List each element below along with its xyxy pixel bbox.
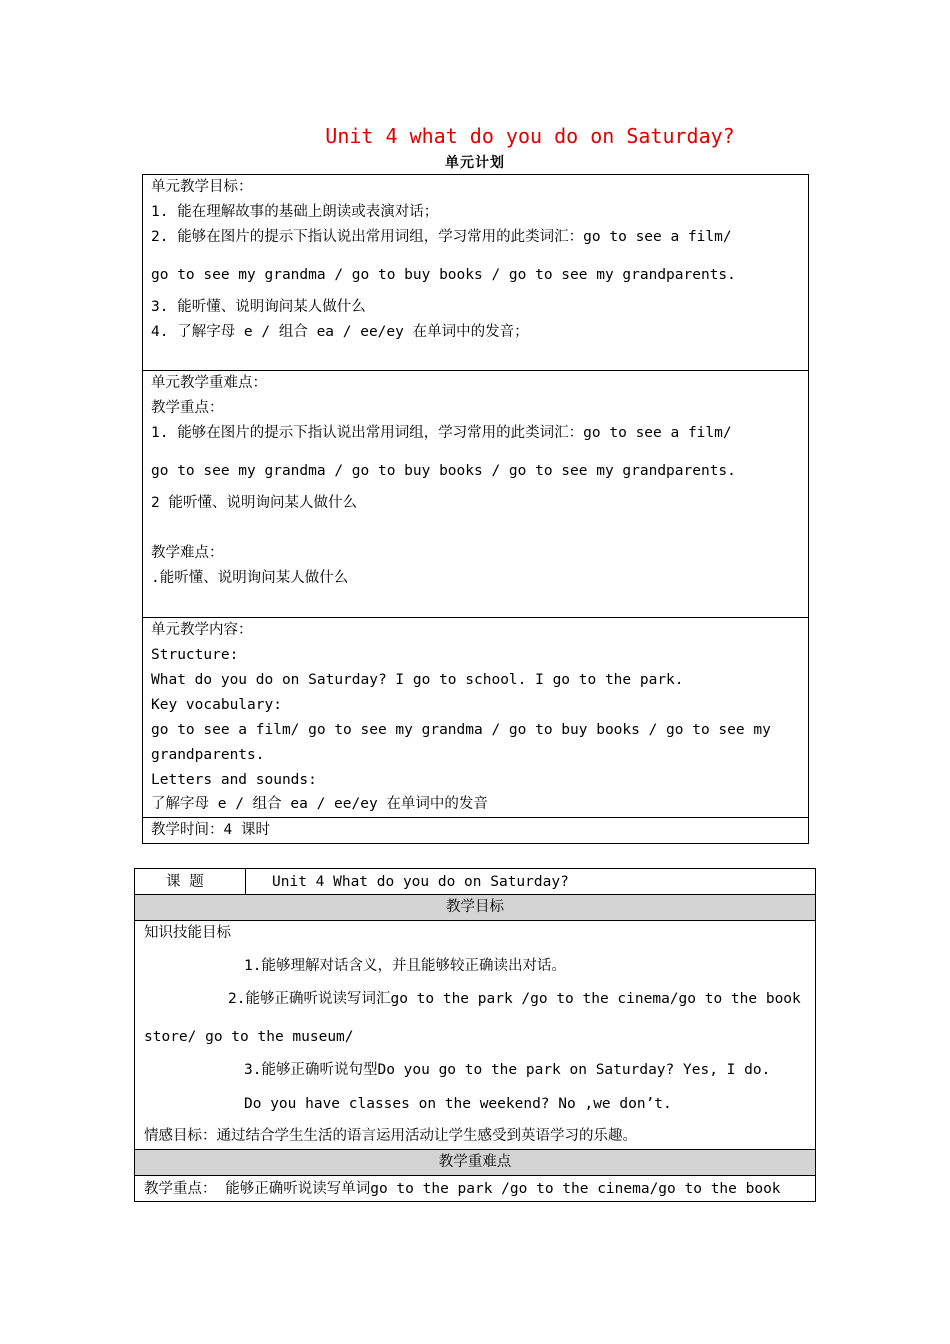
difficulty-line: .能听懂、说明询问某人做什么 xyxy=(151,570,349,586)
content-line: Letters and sounds: xyxy=(151,772,317,788)
key-point: 教学重点： 能够正确听说读写单词go to the park /go to the cinema/go to the book xyxy=(144,1181,781,1197)
content-heading: 单元教学内容： xyxy=(151,622,253,638)
row-divider xyxy=(142,617,809,618)
objectives-header xyxy=(135,895,815,920)
goal-line: go to see my grandma / go to buy books / go to see my grandparents. xyxy=(151,267,736,283)
goal-line: 3. 能听懂、说明询问某人做什么 xyxy=(151,299,366,315)
row-divider xyxy=(134,920,816,921)
row-divider xyxy=(142,817,809,818)
content-line: grandparents. xyxy=(151,747,265,763)
goal-line: 2. 能够在图片的提示下指认说出常用词组，学习常用的此类词汇：go to see a film/ xyxy=(151,229,732,245)
topic-label: 课 题 xyxy=(166,874,204,890)
key-points-heading: 单元教学重难点： xyxy=(151,375,267,391)
topic-value: Unit 4 What do you do on Saturday? xyxy=(272,874,569,890)
objective-line: store/ go to the museum/ xyxy=(144,1029,354,1045)
objective-line: Do you have classes on the weekend? No ,we don’t. xyxy=(244,1096,672,1112)
column-divider xyxy=(245,868,246,895)
objective-line: 3.能够正确听说句型Do you go to the park on Saturday? Yes, I do. xyxy=(244,1062,771,1078)
objective-line: 2.能够正确听说读写词汇go to the park /go to the cinema/go to the book xyxy=(228,991,801,1007)
key-point-line: 1. 能够在图片的提示下指认说出常用词组，学习常用的此类词汇：go to see a film/ xyxy=(151,425,732,441)
key-header-label: 教学重难点 xyxy=(438,1154,512,1170)
key-point-line: go to see my grandma / go to buy books / go to see my grandparents. xyxy=(151,463,736,479)
unit-plan-subtitle: 单元计划 xyxy=(445,155,505,171)
content-line: What do you do on Saturday? I go to school. I go to the park. xyxy=(151,672,684,688)
content-line: Key vocabulary: xyxy=(151,697,282,713)
key-point-line: 2 能听懂、说明询问某人做什么 xyxy=(151,495,357,511)
key-header xyxy=(135,1150,815,1175)
emotion-goal: 情感目标：通过结合学生生活的语言运用活动让学生感受到英语学习的乐趣。 xyxy=(144,1128,637,1144)
objective-line: 1.能够理解对话含义，并且能够较正确读出对话。 xyxy=(244,958,566,974)
objectives-header-label: 教学目标 xyxy=(446,899,504,915)
goals-heading: 单元教学目标： xyxy=(151,179,253,195)
content-line: go to see a film/ go to see my grandma / go to buy books / go to see my xyxy=(151,722,771,738)
difficulty-heading: 教学难点： xyxy=(151,545,224,561)
row-divider xyxy=(134,1175,816,1176)
knowledge-label: 知识技能目标 xyxy=(144,925,231,941)
key-points-subheading: 教学重点： xyxy=(151,400,224,416)
document-title: Unit 4 what do you do on Saturday? xyxy=(325,124,735,148)
content-line: Structure: xyxy=(151,647,239,663)
goal-line: 4. 了解字母 e / 组合 ea / ee/ey 在单词中的发音； xyxy=(151,324,529,340)
row-divider xyxy=(142,370,809,371)
goal-line: 1. 能在理解故事的基础上朗读或表演对话； xyxy=(151,204,439,220)
content-line: 了解字母 e / 组合 ea / ee/ey 在单词中的发音 xyxy=(151,796,488,812)
teaching-time: 教学时间：4 课时 xyxy=(151,822,270,838)
